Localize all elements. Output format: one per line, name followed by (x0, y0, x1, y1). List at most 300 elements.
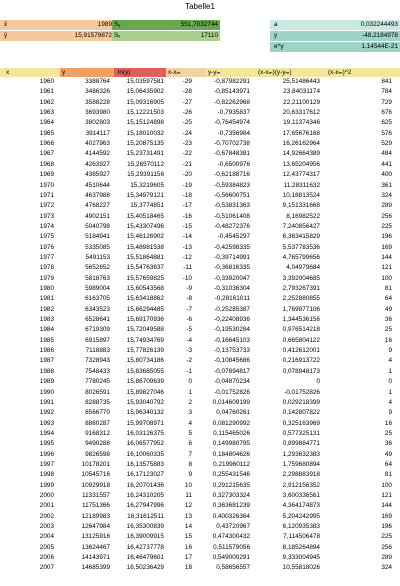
cell-lny[interactable]: 16,24310205 (126, 492, 164, 499)
cell-prod[interactable]: 5,537783536 (282, 243, 320, 251)
cell-lny[interactable]: 15,18010032 (126, 129, 164, 137)
cell-xdiff[interactable]: -15 (182, 222, 192, 230)
cell-y[interactable]: 4263927 (85, 160, 110, 168)
cell-x[interactable]: 1996 (39, 450, 54, 458)
cell-xdiff[interactable]: -28 (182, 88, 192, 96)
cell-x[interactable]: 1988 (39, 367, 54, 375)
cell-y[interactable]: 3914117 (85, 129, 110, 137)
cell-y[interactable]: 3388764 (85, 78, 110, 85)
cell-sq[interactable]: 529 (381, 140, 392, 148)
cell-lny[interactable]: 15,40518465 (126, 212, 164, 220)
cell-ydiff[interactable]: -0,10845686 (214, 357, 250, 365)
cell-xdiff[interactable]: -11 (183, 264, 192, 272)
cell-y[interactable]: 4902151 (85, 212, 110, 220)
header-y[interactable]: y (62, 69, 66, 76)
cell-x[interactable]: 1992 (39, 409, 54, 417)
cell-ydiff[interactable]: 0,014609199 (212, 398, 250, 406)
cell-prod[interactable]: 0,029218399 (282, 398, 320, 406)
cell-lny[interactable]: 15,03597581 (126, 78, 164, 85)
cell-sq[interactable]: 121 (381, 264, 392, 272)
sx-value[interactable]: 17110 (200, 32, 218, 39)
cell-xdiff[interactable]: -25 (182, 119, 192, 127)
cell-xdiff[interactable]: 11 (185, 492, 192, 499)
cell-lny[interactable]: 15,66294485 (126, 305, 164, 313)
cell-prod[interactable]: 3,600336561 (282, 492, 320, 499)
cell-ydiff[interactable]: -0,01752826 (214, 388, 250, 396)
cell-sq[interactable]: 196 (381, 233, 392, 241)
cell-x[interactable]: 2003 (39, 523, 54, 531)
cell-y[interactable]: 4637988 (85, 191, 110, 199)
cell-y[interactable]: 8860287 (85, 419, 110, 427)
cell-xdiff[interactable]: 5 (188, 429, 192, 437)
cell-lny[interactable]: 15,43307496 (126, 222, 164, 230)
cell-sq[interactable]: 121 (381, 492, 392, 499)
cell-prod[interactable]: 3,392004685 (282, 274, 320, 282)
cell-ydiff[interactable]: 0,400326364 (212, 512, 250, 520)
cell-xdiff[interactable]: 8 (188, 460, 192, 468)
cell-x[interactable]: 1984 (39, 326, 54, 334)
cell-sq[interactable]: 81 (384, 471, 392, 479)
cell-sq[interactable]: 784 (381, 88, 392, 96)
cell-xdiff[interactable]: -19 (182, 181, 192, 189)
cell-y[interactable]: 4144592 (85, 150, 110, 158)
cell-prod[interactable]: 11,28311632 (283, 181, 320, 189)
y-value[interactable]: -48,2184978 (362, 32, 398, 39)
cell-sq[interactable]: 4 (388, 398, 392, 406)
header-sq[interactable]: (x-xₘ)^2 (328, 69, 352, 76)
cell-ydiff[interactable]: -0,56600751 (214, 191, 250, 199)
cell-lny[interactable]: 15,93040792 (126, 398, 164, 406)
cell-x[interactable]: 1970 (39, 181, 54, 189)
cell-x[interactable]: 1967 (39, 150, 54, 158)
cell-ydiff[interactable]: -0,04870234 (214, 378, 250, 386)
cell-y[interactable]: 9168312 (85, 429, 110, 437)
cell-x[interactable]: 1980 (39, 285, 54, 292)
cell-lny[interactable]: 15,29391156 (127, 171, 164, 179)
cell-sq[interactable]: 225 (381, 533, 392, 541)
cell-prod[interactable]: 20,63317612 (282, 109, 320, 117)
cell-lny[interactable]: 16,17123027 (126, 471, 164, 479)
cell-y[interactable]: 5184941 (85, 233, 110, 241)
cell-xdiff[interactable]: -3 (186, 347, 192, 355)
cell-x[interactable]: 1998 (39, 471, 54, 479)
cell-xdiff[interactable]: 17 (184, 554, 192, 562)
cell-x[interactable]: 1975 (39, 233, 54, 241)
cell-x[interactable]: 1999 (39, 481, 54, 489)
cell-sq[interactable]: 625 (381, 119, 392, 127)
cell-prod[interactable]: 0,577325131 (282, 429, 320, 437)
cell-x[interactable]: 1972 (39, 202, 54, 210)
cell-xdiff[interactable]: -18 (182, 191, 192, 199)
cell-y[interactable]: 6528641 (85, 316, 110, 324)
cell-lny[interactable]: 15,09316905 (126, 98, 164, 106)
cell-xdiff[interactable]: -13 (182, 243, 192, 251)
cell-x[interactable]: 2006 (39, 554, 54, 562)
cell-xdiff[interactable]: -7 (186, 305, 192, 313)
header-xdiff[interactable]: x-xₘ (168, 69, 181, 76)
cell-ydiff[interactable]: -0,13753733 (214, 347, 250, 355)
cell-prod[interactable]: 0,899884771 (282, 440, 320, 448)
cell-ydiff[interactable]: -0,07894817 (214, 367, 250, 375)
cell-xdiff[interactable]: -26 (182, 109, 192, 117)
cell-y[interactable]: 8026591 (85, 388, 110, 396)
cell-xdiff[interactable]: 3 (188, 409, 192, 417)
cell-ydiff[interactable]: -0,42598335 (214, 243, 250, 251)
cell-prod[interactable]: 25,51486443 (282, 78, 320, 85)
cell-ydiff[interactable]: 0,219960112 (213, 460, 250, 468)
cell-xdiff[interactable]: 10 (184, 481, 192, 489)
cell-xdiff[interactable]: -23 (182, 140, 192, 148)
cell-ydiff[interactable]: 0,184804626 (212, 450, 250, 458)
cell-x[interactable]: 2002 (39, 512, 54, 520)
cell-y[interactable]: 5989004 (85, 285, 110, 292)
cell-lny[interactable]: 15,86709639 (126, 378, 164, 386)
cell-x[interactable]: 1968 (39, 160, 54, 168)
cell-y[interactable]: 6719309 (85, 326, 110, 334)
cell-y[interactable]: 14143971 (81, 554, 110, 562)
cell-y[interactable]: 8566770 (85, 409, 110, 417)
sy-value[interactable]: 551,7032744 (180, 21, 218, 28)
cell-ydiff[interactable]: -0,7935837 (217, 109, 250, 117)
cell-x[interactable]: 2007 (39, 564, 54, 572)
cell-x[interactable]: 1997 (39, 460, 54, 468)
cell-sq[interactable]: 841 (381, 78, 392, 85)
cell-prod[interactable]: 6,363415829 (282, 233, 320, 241)
cell-ydiff[interactable]: -0,67848381 (214, 150, 250, 158)
cell-xdiff[interactable]: 4 (188, 419, 192, 427)
cell-lny[interactable]: 15,51864881 (126, 253, 164, 261)
cell-ydiff[interactable]: -0,62188716 (214, 171, 250, 179)
cell-prod[interactable]: 4,364174873 (282, 502, 320, 510)
cell-sq[interactable]: 676 (381, 109, 392, 117)
cell-sq[interactable]: 144 (381, 502, 392, 510)
cell-y[interactable]: 3588228 (85, 98, 110, 106)
cell-sq[interactable]: 81 (384, 285, 392, 292)
cell-lny[interactable]: 15,57659825 (126, 274, 164, 282)
cell-sq[interactable]: 100 (381, 481, 392, 489)
cell-lny[interactable]: 16,46479601 (126, 554, 164, 562)
cell-prod[interactable]: 9,333004945 (282, 554, 320, 562)
cell-y[interactable]: 5491153 (85, 253, 110, 261)
cell-ydiff[interactable]: -0,31036304 (214, 285, 250, 292)
cell-prod[interactable]: 7,114506478 (283, 533, 320, 541)
cell-lny[interactable]: 15,96340132 (126, 409, 164, 417)
cell-prod[interactable]: 0,665804122 (282, 336, 320, 344)
cell-lny[interactable]: 15,3219605 (130, 181, 164, 189)
cell-y[interactable]: 5652652 (85, 264, 110, 272)
cell-lny[interactable]: 16,39009915 (126, 533, 164, 541)
cell-lny[interactable]: 15,74934769 (126, 336, 164, 344)
cell-sq[interactable]: 36 (384, 440, 392, 448)
cell-sq[interactable]: 289 (381, 554, 392, 562)
cell-xdiff[interactable]: 0 (188, 378, 192, 386)
cell-y[interactable]: 11331557 (82, 492, 110, 499)
cell-y[interactable]: 4768227 (85, 202, 110, 210)
cell-lny[interactable]: 15,12221503 (126, 109, 164, 117)
cell-prod[interactable]: 23,84031174 (283, 88, 320, 96)
cell-x[interactable]: 2000 (39, 492, 54, 499)
cell-ydiff[interactable]: -0,39714991 (214, 253, 250, 261)
cell-ydiff[interactable]: -0,6500976 (217, 160, 250, 168)
cell-sq[interactable]: 1 (388, 367, 392, 375)
cell-y[interactable]: 6163705 (85, 295, 110, 303)
cell-ydiff[interactable]: -0,22408936 (214, 316, 250, 324)
cell-sq[interactable]: 144 (381, 253, 392, 261)
cell-x[interactable]: 1973 (39, 212, 54, 220)
cell-x[interactable]: 1969 (39, 171, 54, 179)
cell-prod[interactable]: 0,325163969 (282, 419, 320, 427)
cell-x[interactable]: 2001 (39, 502, 54, 510)
cell-sq[interactable]: 361 (381, 181, 392, 189)
cell-x[interactable]: 1962 (39, 98, 54, 106)
cell-sq[interactable]: 0 (388, 378, 392, 386)
header-ydiff[interactable]: y-yₘ (208, 69, 221, 76)
cell-sq[interactable]: 324 (381, 191, 392, 199)
cell-lny[interactable]: 15,26570112 (127, 160, 164, 168)
cell-sq[interactable]: 256 (381, 212, 392, 220)
cell-x[interactable]: 1961 (39, 88, 54, 96)
cell-y[interactable]: 4510644 (85, 181, 110, 189)
cell-prod[interactable]: 1,759680894 (282, 460, 320, 468)
cell-prod[interactable]: 22,21100129 (283, 98, 320, 106)
cell-prod[interactable]: 2,912156352 (282, 481, 320, 489)
cell-y[interactable]: 8288735 (85, 398, 110, 406)
cell-xdiff[interactable]: 18 (184, 564, 192, 572)
cell-prod[interactable]: 2,298883918 (282, 471, 320, 479)
cell-sq[interactable]: 484 (381, 150, 392, 158)
cell-xdiff[interactable]: -1 (186, 367, 192, 375)
cell-xdiff[interactable]: 13 (184, 512, 192, 520)
cell-y[interactable]: 7328943 (85, 357, 110, 365)
cell-x[interactable]: 1982 (39, 305, 54, 313)
cell-ydiff[interactable]: 0,291215635 (212, 481, 250, 489)
cell-sq[interactable]: 25 (384, 326, 392, 334)
cell-prod[interactable]: 7,240856427 (282, 222, 320, 230)
cell-xdiff[interactable]: 7 (188, 450, 192, 458)
cell-y[interactable]: 10545716 (81, 471, 110, 479)
cell-ydiff[interactable]: -0,4545297 (217, 233, 250, 241)
cell-lny[interactable]: 16,06577952 (126, 440, 164, 448)
cell-xdiff[interactable]: -12 (182, 253, 192, 261)
cell-sq[interactable]: 289 (381, 202, 392, 210)
cell-ydiff[interactable]: 0,255431546 (212, 471, 250, 479)
cell-x[interactable]: 1989 (39, 378, 54, 386)
cell-x[interactable]: 1981 (39, 295, 54, 303)
cell-sq[interactable]: 324 (381, 564, 392, 572)
cell-lny[interactable]: 16,50236429 (126, 564, 164, 572)
cell-xdiff[interactable]: -16 (182, 212, 192, 220)
cell-prod[interactable]: 1,293632383 (282, 450, 320, 458)
xbar-value[interactable]: 1989 (97, 21, 112, 28)
cell-ydiff[interactable]: -0,25285387 (214, 305, 250, 313)
cell-x[interactable]: 1976 (39, 243, 54, 251)
cell-x[interactable]: 1993 (39, 419, 54, 427)
cell-lny[interactable]: 15,89827046 (126, 388, 164, 396)
cell-x[interactable]: 1979 (39, 274, 54, 282)
cell-lny[interactable]: 15,54763637 (126, 264, 164, 272)
cell-x[interactable]: 1974 (39, 222, 54, 230)
cell-y[interactable]: 12189983 (81, 512, 110, 520)
cell-y[interactable]: 14685399 (81, 564, 110, 572)
cell-lny[interactable]: 15,80734186 (126, 357, 164, 365)
cell-lny[interactable]: 15,72049588 (126, 326, 164, 334)
cell-ydiff[interactable]: 0,115465026 (213, 429, 250, 437)
cell-y[interactable]: 12647984 (81, 523, 110, 531)
cell-prod[interactable]: 9,151331668 (282, 202, 320, 210)
cell-x[interactable]: 1991 (39, 398, 54, 406)
cell-lny[interactable]: 15,06435902 (126, 88, 164, 96)
cell-prod[interactable]: -0,01752826 (284, 388, 320, 396)
cell-sq[interactable]: 400 (381, 171, 392, 179)
cell-ydiff[interactable]: -0,7356984 (217, 129, 250, 137)
cell-xdiff[interactable]: -27 (182, 98, 192, 106)
cell-lny[interactable]: 15,83685055 (126, 367, 164, 375)
cell-prod[interactable]: 8,16982522 (286, 212, 320, 220)
cell-xdiff[interactable]: -21 (182, 160, 192, 168)
cell-x[interactable]: 1990 (39, 388, 54, 396)
cell-lny[interactable]: 16,42737778 (126, 543, 164, 551)
cell-y[interactable]: 7548433 (85, 367, 110, 375)
cell-x[interactable]: 1966 (39, 140, 54, 148)
cell-ydiff[interactable]: -0,70702738 (214, 140, 250, 148)
cell-prod[interactable]: 12,43774317 (282, 171, 320, 179)
cell-xdiff[interactable]: -5 (186, 326, 192, 334)
cell-xdiff[interactable]: 15 (184, 533, 192, 541)
cell-ydiff[interactable]: 0,511579056 (213, 543, 250, 551)
cell-lny[interactable]: 16,27947996 (126, 502, 164, 510)
cell-ydiff[interactable]: -0,28161011 (214, 295, 250, 303)
cell-prod[interactable]: 0,216913722 (282, 357, 320, 365)
cell-prod[interactable]: 0,078948173 (282, 367, 320, 375)
cell-prod[interactable]: 19,11374346 (283, 119, 320, 127)
cell-sq[interactable]: 169 (381, 243, 392, 251)
cell-sq[interactable]: 9 (388, 347, 392, 355)
cell-xdiff[interactable]: 12 (184, 502, 192, 510)
cell-sq[interactable]: 16 (384, 419, 392, 427)
cell-xdiff[interactable]: -14 (182, 233, 192, 241)
cell-xdiff[interactable]: -20 (182, 171, 192, 179)
cell-prod[interactable]: 10,18813524 (282, 191, 320, 199)
cell-y[interactable]: 6915897 (85, 336, 110, 344)
cell-ydiff[interactable]: -0,36816335 (214, 264, 250, 272)
cell-prod[interactable]: 5,204242995 (282, 512, 320, 520)
cell-ydiff[interactable]: 0,149980795 (212, 440, 250, 448)
a-value[interactable]: 0,032244493 (360, 21, 398, 28)
cell-xdiff[interactable]: 14 (184, 523, 192, 531)
cell-prod[interactable]: 14,92664389 (282, 150, 320, 158)
cell-lny[interactable]: 16,20701436 (126, 481, 164, 489)
cell-lny[interactable]: 16,13575883 (126, 460, 164, 468)
header-lny[interactable]: ln(y) (118, 69, 131, 76)
cell-ydiff[interactable]: 0,363681239 (212, 502, 250, 510)
cell-lny[interactable]: 15,46126902 (126, 233, 164, 241)
cell-x[interactable]: 1971 (39, 191, 54, 199)
cell-y[interactable]: 9490288 (85, 440, 110, 448)
cell-ydiff[interactable]: 0,58656557 (216, 564, 250, 572)
cell-y[interactable]: 5818763 (85, 274, 110, 282)
cell-lny[interactable]: 16,31612511 (127, 512, 164, 520)
cell-y[interactable]: 10929918 (81, 481, 110, 489)
cell-sq[interactable]: 9 (388, 409, 392, 417)
cell-y[interactable]: 4385927 (85, 171, 110, 179)
cell-prod[interactable]: 0,412612001 (282, 347, 320, 355)
cell-y[interactable]: 3486326 (85, 88, 110, 96)
cell-y[interactable]: 11751366 (82, 502, 110, 510)
cell-ydiff[interactable]: 0,43720967 (216, 523, 250, 531)
cell-x[interactable]: 2005 (39, 543, 54, 551)
cell-lny[interactable]: 16,03126375 (126, 429, 164, 437)
cell-sq[interactable]: 4 (388, 357, 392, 365)
cell-lny[interactable]: 15,99708971 (126, 419, 164, 427)
cell-x[interactable]: 1985 (39, 336, 54, 344)
cell-ydiff[interactable]: -0,33920047 (214, 274, 250, 282)
cell-lny[interactable]: 15,20875135 (126, 140, 164, 148)
cell-x[interactable]: 1960 (39, 78, 54, 85)
cell-sq[interactable]: 729 (381, 98, 392, 106)
cell-ydiff[interactable]: -0,76454974 (214, 119, 250, 127)
cell-sq[interactable]: 256 (381, 543, 392, 551)
header-x[interactable]: x (6, 69, 10, 76)
cell-prod[interactable]: 4,765799656 (282, 253, 320, 261)
cell-ydiff[interactable]: -0,82262968 (214, 98, 250, 106)
cell-x[interactable]: 1977 (39, 253, 54, 261)
cell-xdiff[interactable]: -10 (182, 274, 192, 282)
cell-ydiff[interactable]: -0,19530284 (214, 326, 250, 334)
cell-x[interactable]: 1987 (39, 357, 54, 365)
cell-prod[interactable]: 2,793267391 (282, 285, 320, 292)
cell-prod[interactable]: 0,142807822 (282, 409, 320, 417)
cell-xdiff[interactable]: 16 (184, 543, 192, 551)
cell-lny[interactable]: 16,35300839 (126, 523, 164, 531)
cell-y[interactable]: 3802803 (85, 119, 110, 127)
cell-lny[interactable]: 15,15124898 (126, 119, 164, 127)
cell-xdiff[interactable]: -6 (186, 316, 192, 324)
cell-y[interactable]: 3693980 (85, 109, 110, 117)
cell-lny[interactable]: 16,10060335 (126, 450, 164, 458)
cell-lny[interactable]: 15,23731491 (126, 150, 164, 158)
cell-sq[interactable]: 100 (381, 274, 392, 282)
cell-prod[interactable]: 1,769977106 (282, 305, 320, 313)
cell-ydiff[interactable]: -0,87982291 (214, 78, 250, 85)
cell-prod[interactable]: 17,65676168 (282, 129, 320, 137)
cell-sq[interactable]: 169 (381, 512, 392, 520)
cell-sq[interactable]: 16 (384, 336, 392, 344)
cell-xdiff[interactable]: -17 (182, 202, 192, 210)
cell-xdiff[interactable]: -9 (186, 285, 192, 292)
cell-ydiff[interactable]: -0,59384823 (214, 181, 250, 189)
cell-ydiff[interactable]: 0,081290992 (212, 419, 250, 427)
cell-y[interactable]: 10178201 (81, 460, 110, 468)
cell-xdiff[interactable]: 6 (188, 440, 192, 448)
cell-ydiff[interactable]: -0,48272376 (214, 222, 250, 230)
header-prod[interactable]: (x-xₘ)(y-yₘ) (258, 69, 292, 76)
cell-x[interactable]: 1978 (39, 264, 54, 272)
cell-xdiff[interactable]: -4 (186, 336, 192, 344)
cell-prod[interactable]: 10,55818026 (282, 564, 320, 572)
cell-sq[interactable]: 25 (384, 429, 392, 437)
cell-lny[interactable]: 15,60543568 (126, 285, 164, 292)
cell-prod[interactable]: 0 (316, 378, 320, 386)
cell-y[interactable]: 13624467 (81, 543, 110, 551)
cell-xdiff[interactable]: -22 (182, 150, 192, 158)
cell-ydiff[interactable]: -0,51061408 (214, 212, 250, 220)
cell-xdiff[interactable]: -8 (186, 295, 192, 303)
cell-xdiff[interactable]: 9 (188, 471, 192, 479)
cell-x[interactable]: 1995 (39, 440, 54, 448)
cell-x[interactable]: 1964 (39, 119, 54, 127)
cell-prod[interactable]: 16,26162964 (282, 140, 320, 148)
cell-sq[interactable]: 441 (381, 160, 392, 168)
